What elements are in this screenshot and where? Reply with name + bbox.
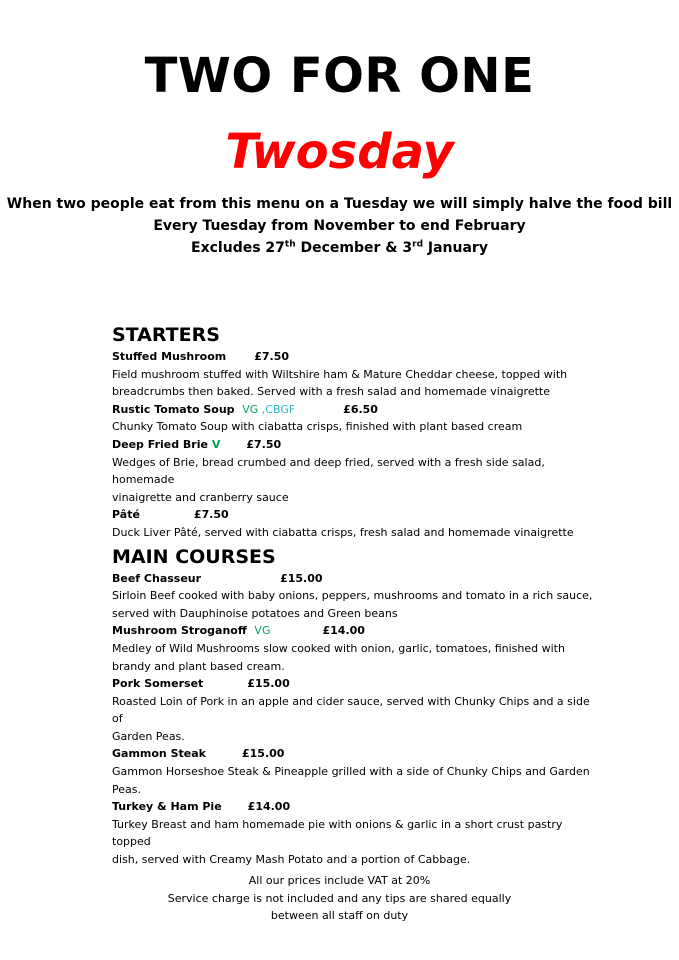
item-description-line: served with Dauphinoise potatoes and Green beans bbox=[112, 606, 398, 620]
item-name: Stuffed Mushroom bbox=[112, 350, 227, 363]
item-name: Turkey & Ham Pie bbox=[112, 800, 222, 814]
item-description-line: Medley of Wild Mushrooms slow cooked with onion, garlic, tomatoes, finished with bbox=[112, 641, 565, 655]
item-price: £7.50 bbox=[246, 437, 282, 451]
item-description-line: dish, served with Creamy Mash Potato and a portion of Cabbage. bbox=[112, 853, 471, 867]
vegan-tag: VG bbox=[254, 624, 271, 638]
item-description-line: Turkey Breast and ham homemade pie with onions & garlic in a short crust pastry topped bbox=[112, 817, 563, 849]
intro-line-3-part-a: Excludes 27 bbox=[191, 240, 285, 256]
page-subtitle: Twosday bbox=[225, 124, 454, 180]
item-description-line: Roasted Loin of Pork in an apple and cider sauce, served with Chunky Chips and a side of bbox=[112, 694, 590, 726]
item-description-line: Duck Liver Pâté, served with ciabatta crisps, fresh salad and homemade vinaigrette bbox=[112, 525, 574, 539]
item-name: Mushroom Stroganoff bbox=[112, 624, 247, 638]
item-description-line: Gammon Horseshoe Steak & Pineapple grilled with a side of Chunky Chips and Garden bbox=[112, 765, 590, 779]
intro-line-3-part-b: December & 3 bbox=[295, 240, 413, 256]
item-description-line: breadcrumbs then baked. Served with a fresh salad and homemade vinaigrette bbox=[112, 385, 550, 399]
item-name: Beef Chasseur bbox=[112, 571, 202, 585]
item-price: £15.00 bbox=[247, 677, 290, 691]
item-description-line: brandy and plant based cream. bbox=[112, 659, 285, 673]
footer-service-note: Service charge is not included and any tips are shared equally bbox=[167, 891, 512, 905]
intro-sup-1: th bbox=[284, 239, 296, 250]
footer-notes bbox=[0, 872, 679, 925]
item-name: Rustic Tomato Soup bbox=[112, 402, 235, 416]
menu-item-pork-somerset bbox=[112, 675, 602, 745]
page-title: TWO FOR ONE bbox=[144, 48, 535, 104]
item-price: £6.50 bbox=[343, 402, 378, 416]
item-price: £7.50 bbox=[254, 350, 290, 363]
menu-item-beef-chasseur bbox=[112, 570, 602, 623]
item-price: £14.00 bbox=[322, 624, 365, 638]
menu-item-mushroom-stroganoff bbox=[112, 622, 602, 675]
starters-heading: STARTERS bbox=[112, 324, 220, 346]
footer-tips-note: between all staff on duty bbox=[270, 909, 409, 922]
item-description-line: Sirloin Beef cooked with baby onions, peppers, mushrooms and tomato in a rich sauce, bbox=[112, 589, 593, 603]
item-description-line: Wedges of Brie, bread crumbed and deep fried, served with a fresh side salad, homemade bbox=[112, 455, 545, 487]
item-name: Gammon Steak bbox=[112, 747, 206, 761]
intro-line-2: Every Tuesday from November to end February bbox=[153, 218, 526, 234]
item-description-line: Peas. bbox=[112, 782, 141, 796]
menu-item-gammon-steak bbox=[112, 745, 602, 798]
vegan-tag: VG bbox=[242, 402, 259, 416]
menu-item-deep-fried-brie bbox=[112, 436, 602, 506]
item-price: £14.00 bbox=[247, 800, 291, 814]
tag-separator: , bbox=[258, 402, 266, 416]
item-description-line: Field mushroom stuffed with Wiltshire ham & Mature Cheddar cheese, topped with bbox=[112, 367, 568, 381]
item-price: £15.00 bbox=[280, 571, 323, 585]
item-description-line: vinaigrette and cranberry sauce bbox=[112, 490, 289, 504]
item-description-line: Chunky Tomato Soup with ciabatta crisps, finished with plant based cream bbox=[112, 420, 523, 434]
item-description-line: Garden Peas. bbox=[112, 729, 185, 743]
item-name: Pâté bbox=[112, 508, 140, 522]
item-price: £7.50 bbox=[193, 508, 229, 522]
intro-sup-2: rd bbox=[412, 239, 424, 250]
item-name: Deep Fried Brie bbox=[112, 437, 208, 451]
promo-intro bbox=[0, 193, 679, 259]
menu-item-rustic-tomato-soup bbox=[112, 401, 602, 436]
menu-item-turkey-ham-pie bbox=[112, 798, 602, 868]
menu-item-stuffed-mushroom bbox=[112, 348, 602, 401]
item-name: Pork Somerset bbox=[112, 677, 204, 691]
vegetarian-tag: V bbox=[211, 437, 221, 451]
footer-vat-note: All our prices include VAT at 20% bbox=[248, 874, 431, 887]
item-price: £15.00 bbox=[241, 747, 285, 761]
mains-heading: MAIN COURSES bbox=[112, 545, 276, 568]
menu-item-pate bbox=[112, 506, 602, 541]
menu-body bbox=[112, 322, 602, 869]
intro-line-3-part-c: January bbox=[423, 240, 488, 256]
cbgf-tag: CBGF bbox=[265, 402, 296, 416]
intro-line-3 bbox=[0, 237, 679, 259]
intro-line-1: When two people eat from this menu on a Tuesday we will simply halve the food bill bbox=[6, 196, 673, 212]
